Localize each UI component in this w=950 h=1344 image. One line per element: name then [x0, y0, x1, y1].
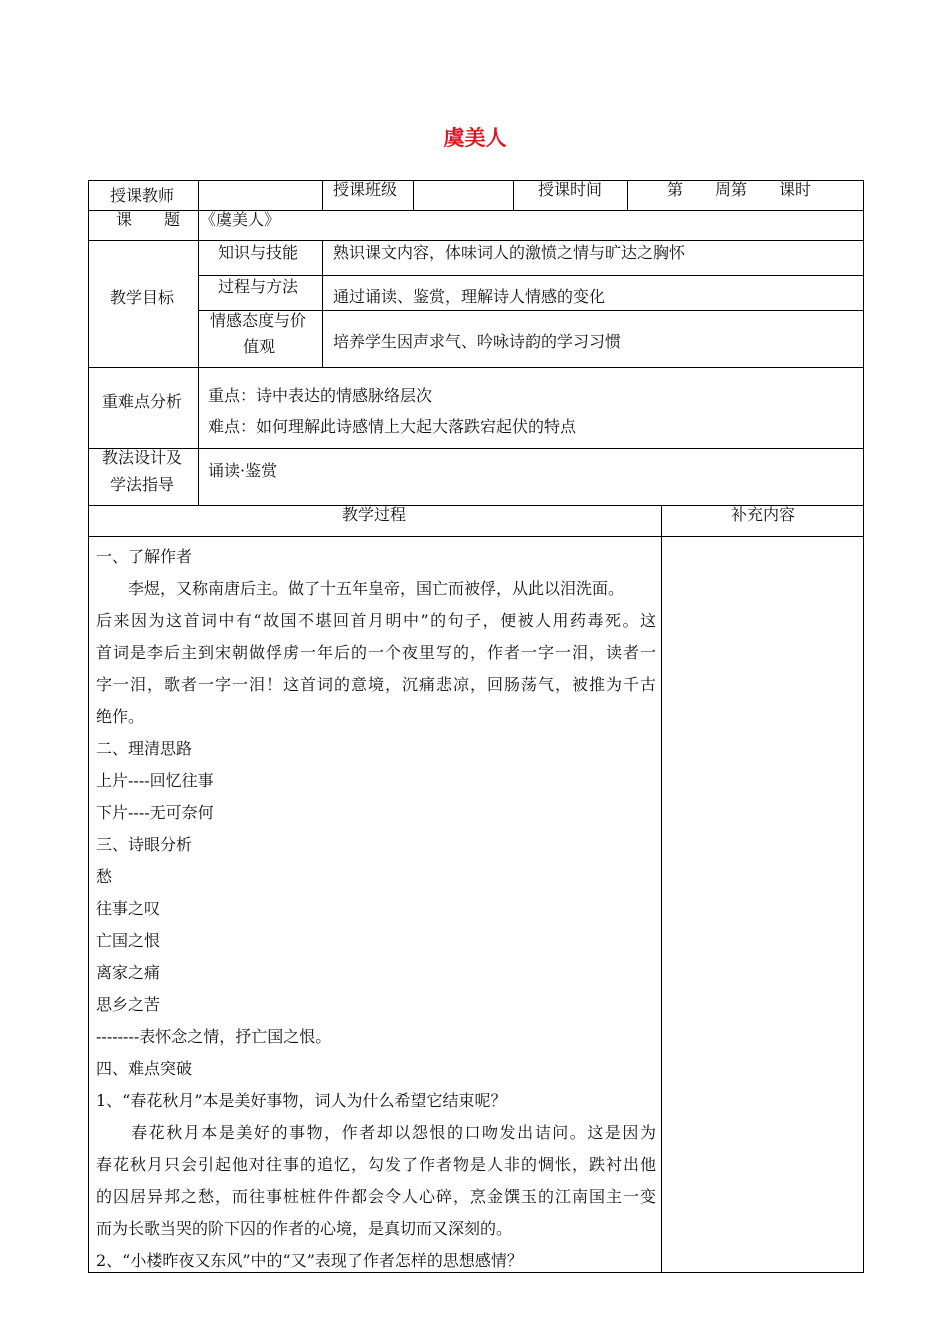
- teacher-label: 授课教师: [110, 186, 175, 205]
- class-label: 授课班级: [333, 180, 398, 199]
- goal-attitude-label-line1: 情感态度与价: [210, 311, 307, 330]
- col-divider: [198, 180, 199, 505]
- focus-point: 重点：诗中表达的情感脉络层次: [208, 386, 433, 405]
- row-divider: [198, 275, 864, 276]
- section-heading: 二、理清思路: [96, 739, 193, 758]
- row-divider: [88, 448, 864, 449]
- goal-process-value: 通过诵读、鉴赏，理解诗人情感的变化: [333, 287, 606, 306]
- col-divider: [322, 240, 323, 367]
- topic-label: 课 题: [116, 210, 181, 229]
- paragraph-line: 而为长歌当哭的阶下囚的作者的心境，是真切而又深刻的。: [96, 1219, 513, 1238]
- list-item: --------表怀念之情，抒亡国之恨。: [96, 1027, 332, 1046]
- method-label-line2: 学法指导: [110, 475, 175, 494]
- section-heading: 一、了解作者: [96, 547, 193, 566]
- question: 2、“小楼昨夜又东风”中的“又”表现了作者怎样的思想感情？: [96, 1251, 523, 1270]
- col-divider: [322, 180, 323, 210]
- list-item: 下片----无可奈何: [96, 803, 214, 822]
- process-header: 教学过程: [342, 505, 407, 524]
- section-heading: 三、诗眼分析: [96, 835, 193, 854]
- paragraph-line: 字一泪，歌者一字一泪！这首词的意境，沉痛悲凉，回肠荡气，被推为千古: [96, 675, 656, 694]
- col-divider: [627, 180, 628, 210]
- list-item: 离家之痛: [96, 963, 161, 982]
- paragraph-line: 春花秋月只会引起他对往事的追忆，勾发了作者物是人非的惆怅，跌衬出他: [96, 1155, 656, 1174]
- key-points-label: 重难点分析: [102, 392, 183, 411]
- method-label-line1: 教法设计及: [102, 448, 183, 467]
- row-divider: [88, 536, 864, 537]
- paragraph-line: 首词是李后主到宋朝做俘虏一年后的一个夜里写的，作者一字一泪，读者一: [96, 643, 656, 662]
- list-item: 上片----回忆往事: [96, 771, 214, 790]
- goal-process-label: 过程与方法: [218, 277, 299, 296]
- goal-attitude-label-line2: 值观: [243, 337, 276, 356]
- paragraph-line: 李煜，又称南唐后主。做了十五年皇帝，国亡而被俘，从此以泪洗面。: [96, 579, 625, 598]
- paragraph-line: 的囚居异邦之愁，而往事桩桩件件都会令人心碎，烹金馔玉的江南国主一变: [96, 1187, 656, 1206]
- row-divider: [88, 367, 864, 368]
- question: 1、“春花秋月”本是美好事物，词人为什么希望它结束呢？: [96, 1091, 507, 1110]
- paragraph-line: 绝作。: [96, 707, 145, 726]
- goals-label: 教学目标: [110, 288, 175, 307]
- paragraph-line: 春花秋月本是美好的事物，作者却以怨恨的口吻发出诘问。这是因为: [96, 1123, 656, 1142]
- col-divider: [661, 505, 662, 1272]
- col-divider: [413, 180, 414, 210]
- list-item: 愁: [96, 867, 113, 886]
- col-divider: [513, 180, 514, 210]
- goal-attitude-value: 培养学生因声求气、吟咏诗韵的学习习惯: [333, 332, 622, 351]
- list-item: 往事之叹: [96, 899, 161, 918]
- goal-knowledge-label: 知识与技能: [218, 243, 299, 262]
- difficulty-point: 难点：如何理解此诗感情上大起大落跌宕起伏的特点: [208, 417, 577, 436]
- supplement-header: 补充内容: [731, 505, 796, 524]
- goal-knowledge-value: 熟识课文内容，体味词人的激愤之情与旷达之胸怀: [333, 243, 686, 262]
- topic-value: 《虞美人》: [200, 210, 281, 229]
- section-heading: 四、难点突破: [96, 1059, 193, 1078]
- list-item: 思乡之苦: [96, 995, 161, 1014]
- method-value: 诵读·鉴赏: [208, 461, 278, 480]
- teaching-process-content: [96, 541, 656, 1277]
- document-title: 虞美人: [443, 126, 507, 150]
- week-period-text: 第 周第 课时: [667, 180, 812, 199]
- paragraph-line: 后来因为这首词中有“故国不堪回首月明中”的句子，便被人用药毒死。这: [96, 611, 656, 630]
- list-item: 亡国之恨: [96, 931, 161, 950]
- row-divider: [88, 240, 864, 241]
- time-label: 授课时间: [538, 180, 603, 199]
